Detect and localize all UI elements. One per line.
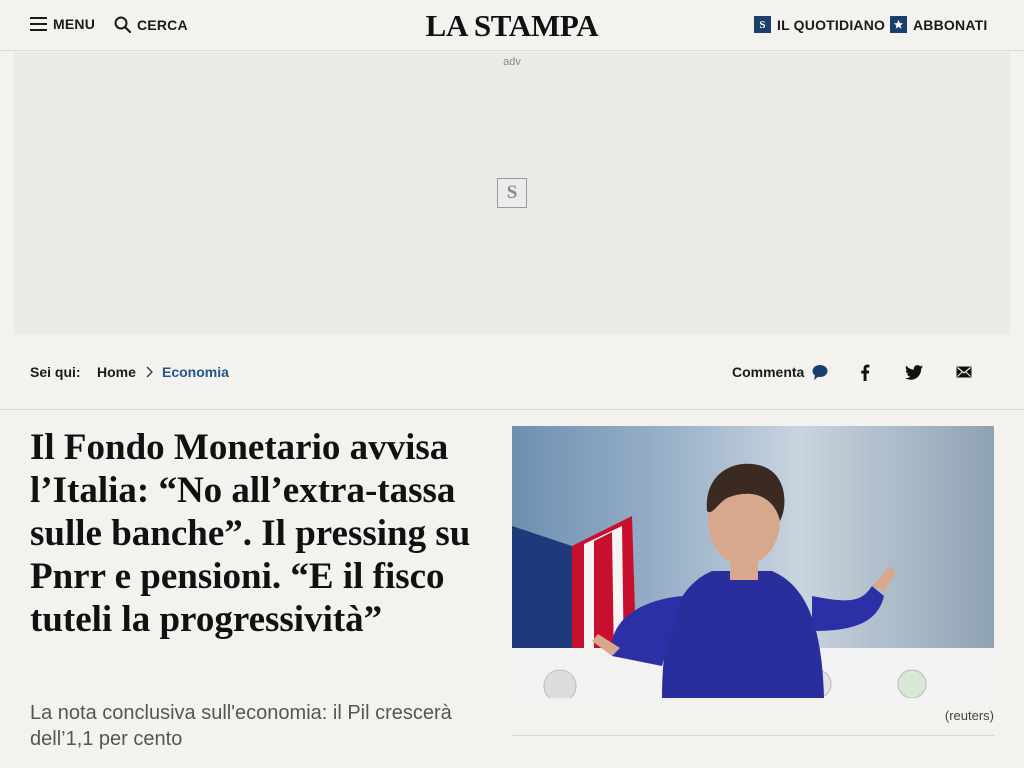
email-share-button[interactable]: [954, 362, 974, 382]
ad-placeholder-logo: [497, 178, 527, 208]
newspaper-icon: S: [754, 16, 771, 33]
twitter-share-button[interactable]: [904, 362, 924, 382]
abbonati-button[interactable]: [890, 16, 987, 33]
breadcrumb-economia[interactable]: Economia: [162, 364, 229, 380]
article-photo[interactable]: [512, 426, 994, 698]
article-subheadline: La nota conclusiva sull'economia: il Pil crescerà dell’1,1 per cento: [30, 702, 452, 750]
search-icon: [114, 16, 131, 33]
breadcrumb-prefix: Sei qui:: [30, 364, 81, 380]
chevron-right-icon: [146, 364, 154, 380]
twitter-icon: [905, 365, 923, 380]
menu-label: MENU: [53, 16, 96, 32]
site-header: [0, 0, 1024, 51]
hamburger-icon: [30, 17, 47, 31]
mail-icon: [956, 366, 972, 378]
quotidiano-label: IL QUOTIDIANO: [777, 16, 886, 33]
article-photo-illustration: [512, 426, 994, 698]
abbonati-label: ABBONATI: [913, 16, 988, 33]
caption-divider: [512, 735, 994, 736]
site-logo[interactable]: LA STAMPA: [425, 8, 599, 43]
article-headline: Il Fondo Monetario avvisa l’Italia: “No all’extra-tassa sulle banche”. Il pressing su Pnrr e pensioni. “E il fisco tuteli la progressività”: [30, 427, 471, 640]
comment-button[interactable]: [732, 364, 828, 380]
menu-button[interactable]: [30, 16, 95, 32]
comment-label: Commenta: [732, 364, 805, 380]
search-button[interactable]: [114, 16, 188, 33]
ad-placeholder-letter: S: [506, 182, 518, 203]
facebook-icon: [860, 364, 870, 381]
speech-bubble-icon: [812, 364, 828, 380]
search-label: CERCA: [137, 16, 188, 33]
photo-caption: (reuters): [944, 708, 994, 723]
breadcrumb-bar: [0, 350, 1024, 410]
star-icon: [890, 16, 907, 33]
facebook-share-button[interactable]: [855, 362, 875, 382]
breadcrumb-home[interactable]: Home: [97, 364, 136, 380]
quotidiano-button[interactable]: [754, 16, 885, 33]
adv-label: adv: [503, 56, 521, 68]
